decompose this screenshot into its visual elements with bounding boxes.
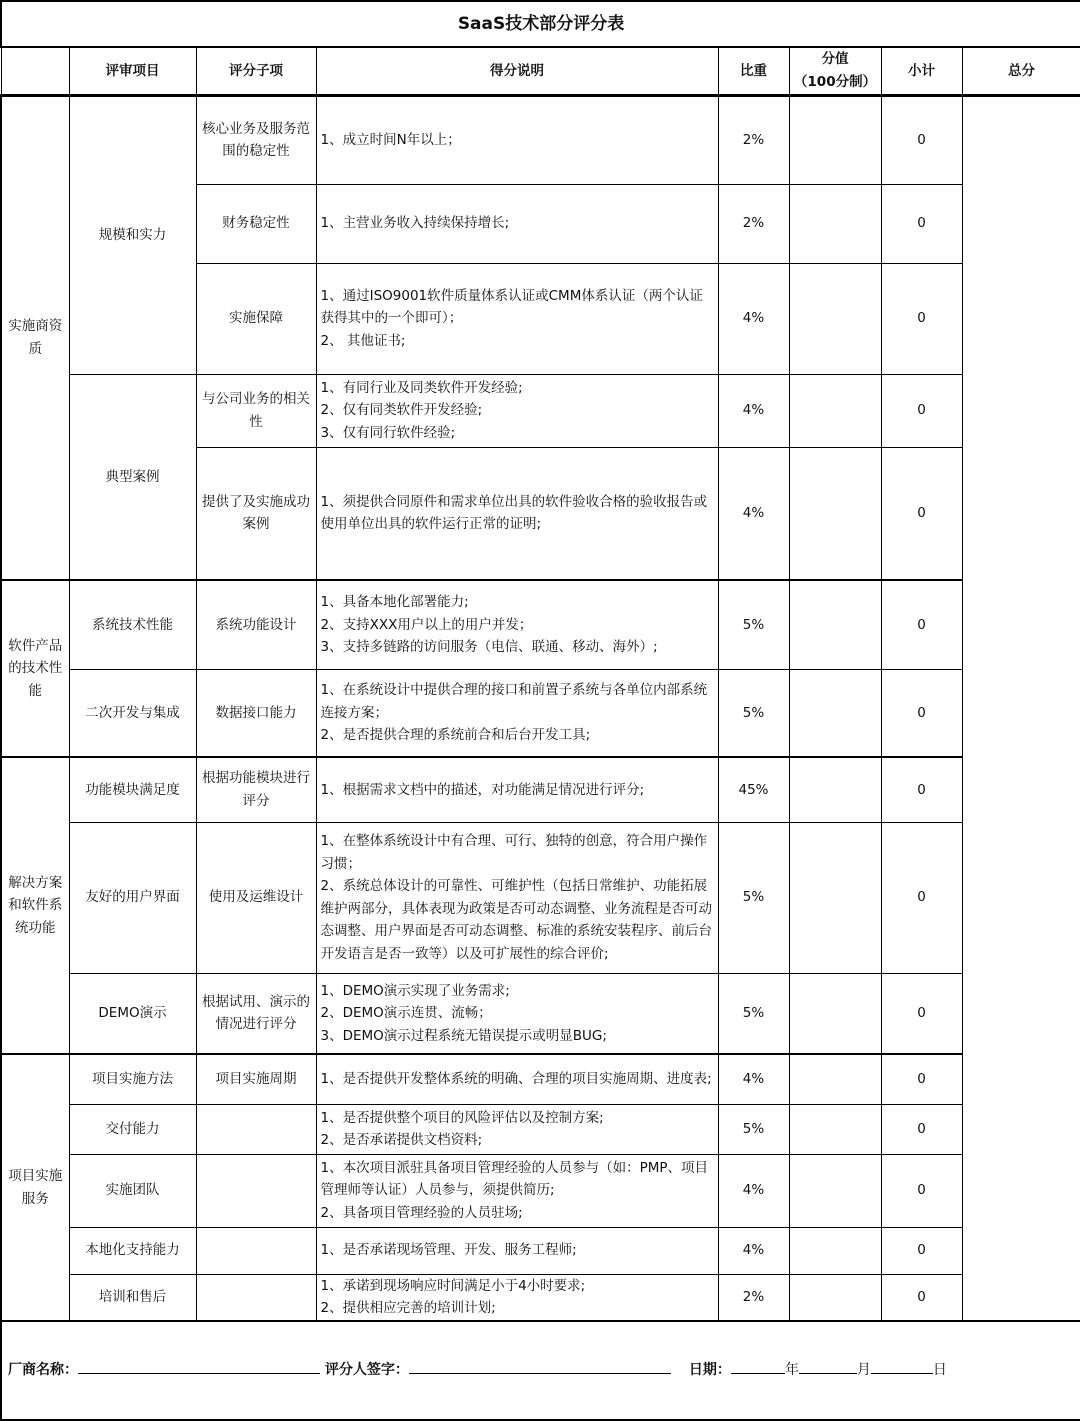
year-field[interactable] [731, 1359, 785, 1374]
score-cell[interactable] [789, 95, 881, 184]
item-cell: 项目实施方法 [69, 1054, 196, 1104]
group-cell: 解决方案和软件系统功能 [1, 757, 69, 1054]
date-label: 日期： [688, 1362, 731, 1379]
header-description: 得分说明 [316, 47, 718, 95]
day-field[interactable] [871, 1359, 933, 1374]
item-cell: 功能模块满足度 [69, 757, 196, 822]
subtotal-cell: 0 [881, 580, 962, 669]
score-cell[interactable] [789, 374, 881, 447]
score-cell[interactable] [789, 822, 881, 973]
item-cell: 系统技术性能 [69, 580, 196, 669]
weight-cell: 5% [718, 580, 789, 669]
weight-cell: 5% [718, 669, 789, 757]
sub-item-cell: 提供了及实施成功案例 [196, 447, 316, 580]
table-row [1, 1054, 1080, 1104]
description-cell: 1、根据需求文档中的描述，对功能满足情况进行评分; [316, 757, 718, 822]
subtotal-cell: 0 [881, 757, 962, 822]
month-field[interactable] [799, 1359, 857, 1374]
table-row [1, 973, 1080, 1054]
score-cell[interactable] [789, 1227, 881, 1274]
subtotal-cell: 0 [881, 447, 962, 580]
weight-cell: 5% [718, 973, 789, 1054]
description-cell: 1、承诺到现场响应时间满足小于4小时要求; 2、提供相应完善的培训计划; [316, 1274, 718, 1321]
sub-item-cell: 根据试用、演示的情况进行评分 [196, 973, 316, 1054]
score-cell[interactable] [789, 1054, 881, 1104]
sub-item-cell [196, 1274, 316, 1321]
table-row [1, 1274, 1080, 1321]
signer-label: 评分人签字： [324, 1362, 409, 1379]
signer-field[interactable] [409, 1359, 671, 1374]
vendor-label: 厂商名称： [8, 1362, 78, 1379]
description-cell: 1、是否提供开发整体系统的明确、合理的项目实施周期、进度表; [316, 1054, 718, 1104]
description-cell: 1、通过ISO9001软件质量体系认证或CMM体系认证（两个认证获得其中的一个即可）； 2、 其他证书; [316, 263, 718, 374]
subtotal-cell: 0 [881, 1154, 962, 1227]
table-row [1, 95, 1080, 184]
table-row [1, 374, 1080, 447]
description-cell: 1、具备本地化部署能力; 2、支持XXX用户以上的用户并发； 3、支持多链路的访问服务（电信、联通、移动、海外）; [316, 580, 718, 669]
table-row [1, 1104, 1080, 1154]
subtotal-cell: 0 [881, 1227, 962, 1274]
sub-item-cell: 项目实施周期 [196, 1054, 316, 1104]
sub-item-cell: 财务稳定性 [196, 184, 316, 263]
item-cell: 友好的用户界面 [69, 822, 196, 973]
item-cell: 典型案例 [69, 374, 196, 580]
item-cell: 规模和实力 [69, 95, 196, 374]
weight-cell: 4% [718, 447, 789, 580]
header-weight: 比重 [718, 47, 789, 95]
score-cell[interactable] [789, 1274, 881, 1321]
signature-footer [1, 1321, 1080, 1420]
score-cell[interactable] [789, 669, 881, 757]
weight-cell: 4% [718, 374, 789, 447]
year-label: 年 [784, 1362, 799, 1379]
weight-cell: 5% [718, 1104, 789, 1154]
description-cell: 1、在整体系统设计中有合理、可行、独特的创意，符合用户操作习惯； 2、系统总体设计的可靠性、可维护性（包括日常维护、功能拓展维护两部分，具体表现为政策是否可动态调整、业务流程是否可动态调整、用户界面是否可动态调整、标准的系统安装程序、前后台开发语言是否一致等）以及可扩展性的综合评价; [316, 822, 718, 973]
score-cell[interactable] [789, 757, 881, 822]
header-sub-item: 评分子项 [196, 47, 316, 95]
sub-item-cell: 系统功能设计 [196, 580, 316, 669]
table-row [1, 580, 1080, 669]
group-cell: 软件产品的技术性能 [1, 580, 69, 757]
description-cell: 1、有同行业及同类软件开发经验; 2、仅有同类软件开发经验; 3、仅有同行软件经验; [316, 374, 718, 447]
item-cell: 交付能力 [69, 1104, 196, 1154]
score-cell[interactable] [789, 1154, 881, 1227]
weight-cell: 5% [718, 822, 789, 973]
subtotal-cell: 0 [881, 822, 962, 973]
subtotal-cell: 0 [881, 973, 962, 1054]
description-cell: 1、是否承诺现场管理、开发、服务工程师; [316, 1227, 718, 1274]
table-row [1, 669, 1080, 757]
score-cell[interactable] [789, 184, 881, 263]
group-cell: 实施商资质 [1, 95, 69, 580]
weight-cell: 2% [718, 1274, 789, 1321]
header-item: 评审项目 [69, 47, 196, 95]
weight-cell: 2% [718, 184, 789, 263]
header-group [1, 47, 69, 95]
item-cell: 培训和售后 [69, 1274, 196, 1321]
table-title: SaaS技术部分评分表 [1, 1, 1080, 47]
subtotal-cell: 0 [881, 1054, 962, 1104]
item-cell: 实施团队 [69, 1154, 196, 1227]
subtotal-cell: 0 [881, 263, 962, 374]
score-cell[interactable] [789, 263, 881, 374]
score-cell[interactable] [789, 447, 881, 580]
weight-cell: 4% [718, 1154, 789, 1227]
description-cell: 1、须提供合同原件和需求单位出具的软件验收合格的验收报告或使用单位出具的软件运行正常的证明; [316, 447, 718, 580]
sub-item-cell [196, 1104, 316, 1154]
weight-cell: 4% [718, 1054, 789, 1104]
score-cell[interactable] [789, 1104, 881, 1154]
description-cell: 1、在系统设计中提供合理的接口和前置子系统与各单位内部系统连接方案； 2、是否提供合理的系统前合和后台开发工具; [316, 669, 718, 757]
total-cell[interactable] [962, 95, 1080, 1321]
description-cell: 1、主营业务收入持续保持增长; [316, 184, 718, 263]
subtotal-cell: 0 [881, 669, 962, 757]
header-total: 总分 [962, 47, 1080, 95]
sub-item-cell: 使用及运维设计 [196, 822, 316, 973]
weight-cell: 2% [718, 95, 789, 184]
sub-item-cell: 与公司业务的相关性 [196, 374, 316, 447]
description-cell: 1、是否提供整个项目的风险评估以及控制方案; 2、是否承诺提供文档资料; [316, 1104, 718, 1154]
vendor-name-field[interactable] [78, 1359, 320, 1374]
header-score: 分值 （100分制） [789, 47, 881, 95]
sub-item-cell: 核心业务及服务范围的稳定性 [196, 95, 316, 184]
weight-cell: 4% [718, 1227, 789, 1274]
table-row [1, 1154, 1080, 1227]
day-label: 日 [932, 1362, 947, 1379]
header-subtotal: 小计 [881, 47, 962, 95]
table-row [1, 1227, 1080, 1274]
subtotal-cell: 0 [881, 1274, 962, 1321]
subtotal-cell: 0 [881, 374, 962, 447]
subtotal-cell: 0 [881, 1104, 962, 1154]
table-row [1, 822, 1080, 973]
table-row [1, 757, 1080, 822]
item-cell: DEMO演示 [69, 973, 196, 1054]
sub-item-cell [196, 1154, 316, 1227]
sub-item-cell: 根据功能模块进行评分 [196, 757, 316, 822]
sub-item-cell: 实施保障 [196, 263, 316, 374]
description-cell: 1、成立时间N年以上； [316, 95, 718, 184]
subtotal-cell: 0 [881, 184, 962, 263]
score-cell[interactable] [789, 973, 881, 1054]
description-cell: 1、DEMO演示实现了业务需求; 2、DEMO演示连贯、流畅； 3、DEMO演示过程系统无错误提示或明显BUG; [316, 973, 718, 1054]
sub-item-cell [196, 1227, 316, 1274]
group-cell: 项目实施服务 [1, 1054, 69, 1321]
item-cell: 本地化支持能力 [69, 1227, 196, 1274]
description-cell: 1、本次项目派驻具备项目管理经验的人员参与（如：PMP、项目管理师等认证）人员参与，须提供简历; 2、具备项目管理经验的人员驻场; [316, 1154, 718, 1227]
sub-item-cell: 数据接口能力 [196, 669, 316, 757]
weight-cell: 4% [718, 263, 789, 374]
weight-cell: 45% [718, 757, 789, 822]
month-label: 月 [856, 1362, 871, 1379]
score-cell[interactable] [789, 580, 881, 669]
item-cell: 二次开发与集成 [69, 669, 196, 757]
subtotal-cell: 0 [881, 95, 962, 184]
